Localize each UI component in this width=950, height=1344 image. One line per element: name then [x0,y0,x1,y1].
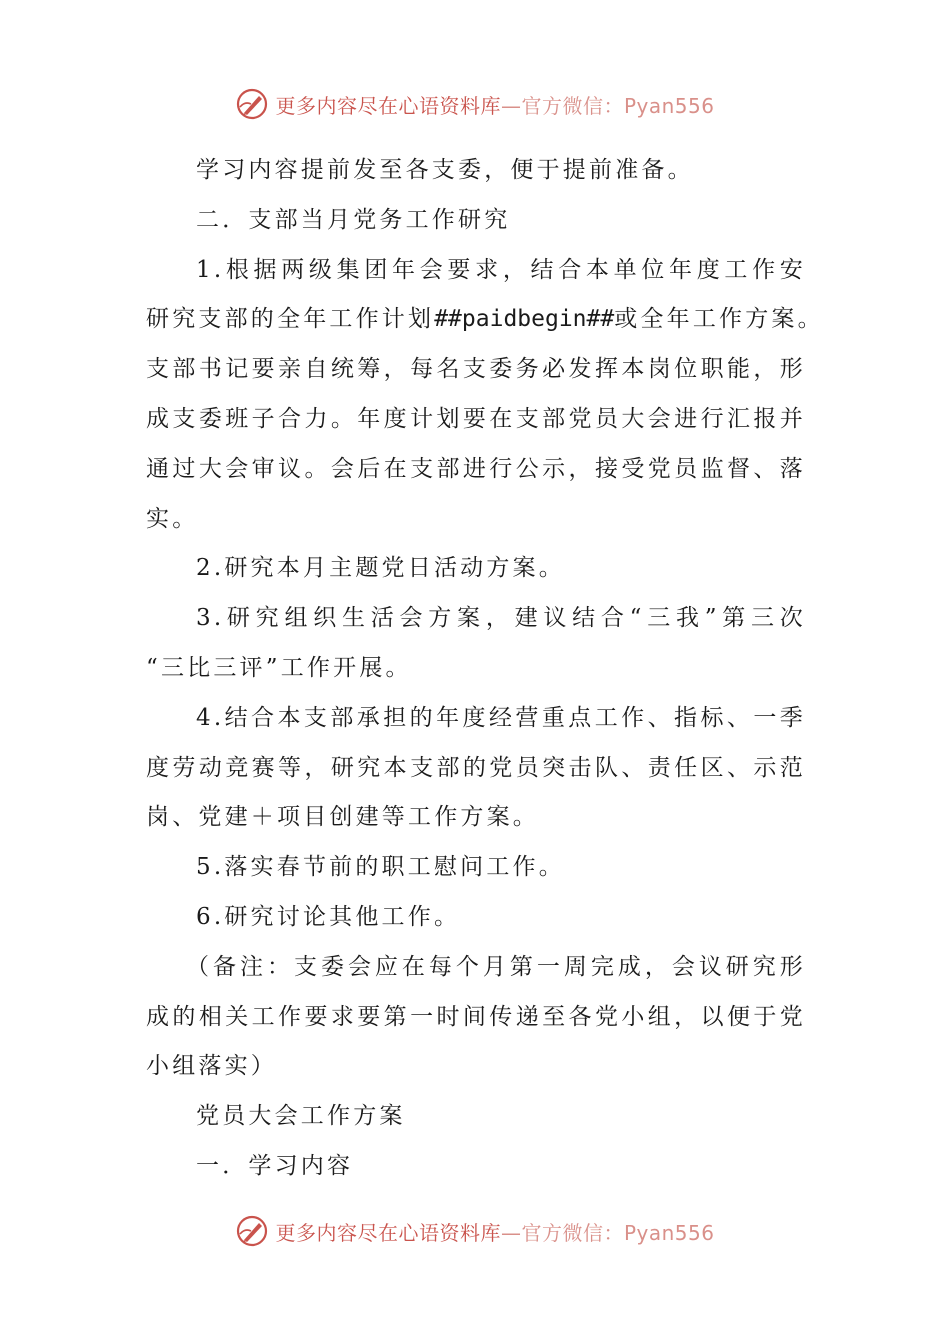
watermark-header [0,86,950,122]
paragraph-line: 4.结合本支部承担的年度经营重点工作、指标、一季 [196,704,806,731]
watermark-footer [0,1213,950,1249]
paragraph-line: 通过大会审议。会后在支部进行公示，接受党员监督、落 [146,455,806,482]
pen-logo-icon [235,1214,269,1248]
pen-logo-icon [235,87,269,121]
paid-marker: ##paidbegin## [434,306,615,333]
paragraph-line: 度劳动竞赛等，研究本支部的党员突击队、责任区、示范 [146,754,806,781]
paragraph-line: 研究支部的全年工作计划##paidbegin##或全年工作方案。 [146,306,824,333]
paragraph-line: 学习内容提前发至各支委，便于提前准备。 [196,157,694,183]
section-heading: 一．学习内容 [196,1152,354,1179]
watermark-text: 更多内容尽在心语资料库—官方微信：Pyan556 [275,1220,715,1245]
note-line: 成的相关工作要求要第一时间传递至各党小组，以便于党 [146,1003,806,1030]
paragraph-line: 5.落实春节前的职工慰问工作。 [196,854,565,881]
note-line: （备注：支委会应在每个月第一周完成，会议研究形 [186,953,806,980]
note-line: 小组落实） [146,1053,277,1080]
paragraph-line: 成支委班子合力。年度计划要在支部党员大会进行汇报并 [146,405,806,432]
paragraph-line: 实。 [146,505,199,532]
section-heading: 二．支部当月党务工作研究 [196,206,511,233]
paragraph-line: 2.研究本月主题党日活动方案。 [196,555,565,582]
paragraph-line: 3.研究组织生活会方案，建议结合“三我”第三次 [196,605,806,632]
paragraph-line: 1.根据两级集团年会要求，结合本单位年度工作安 [196,256,806,283]
section-title: 党员大会工作方案 [196,1103,406,1130]
watermark-text: 更多内容尽在心语资料库—官方微信：Pyan556 [275,93,715,118]
paragraph-line: 6.研究讨论其他工作。 [196,903,461,930]
paragraph-line: 支部书记要亲自统筹，每名支委务必发挥本岗位职能，形 [146,356,806,383]
paragraph-line: “三比三评”工作开展。 [146,654,412,681]
paragraph-line: 岗、党建＋项目创建等工作方案。 [146,804,539,831]
document-body [146,146,824,1192]
